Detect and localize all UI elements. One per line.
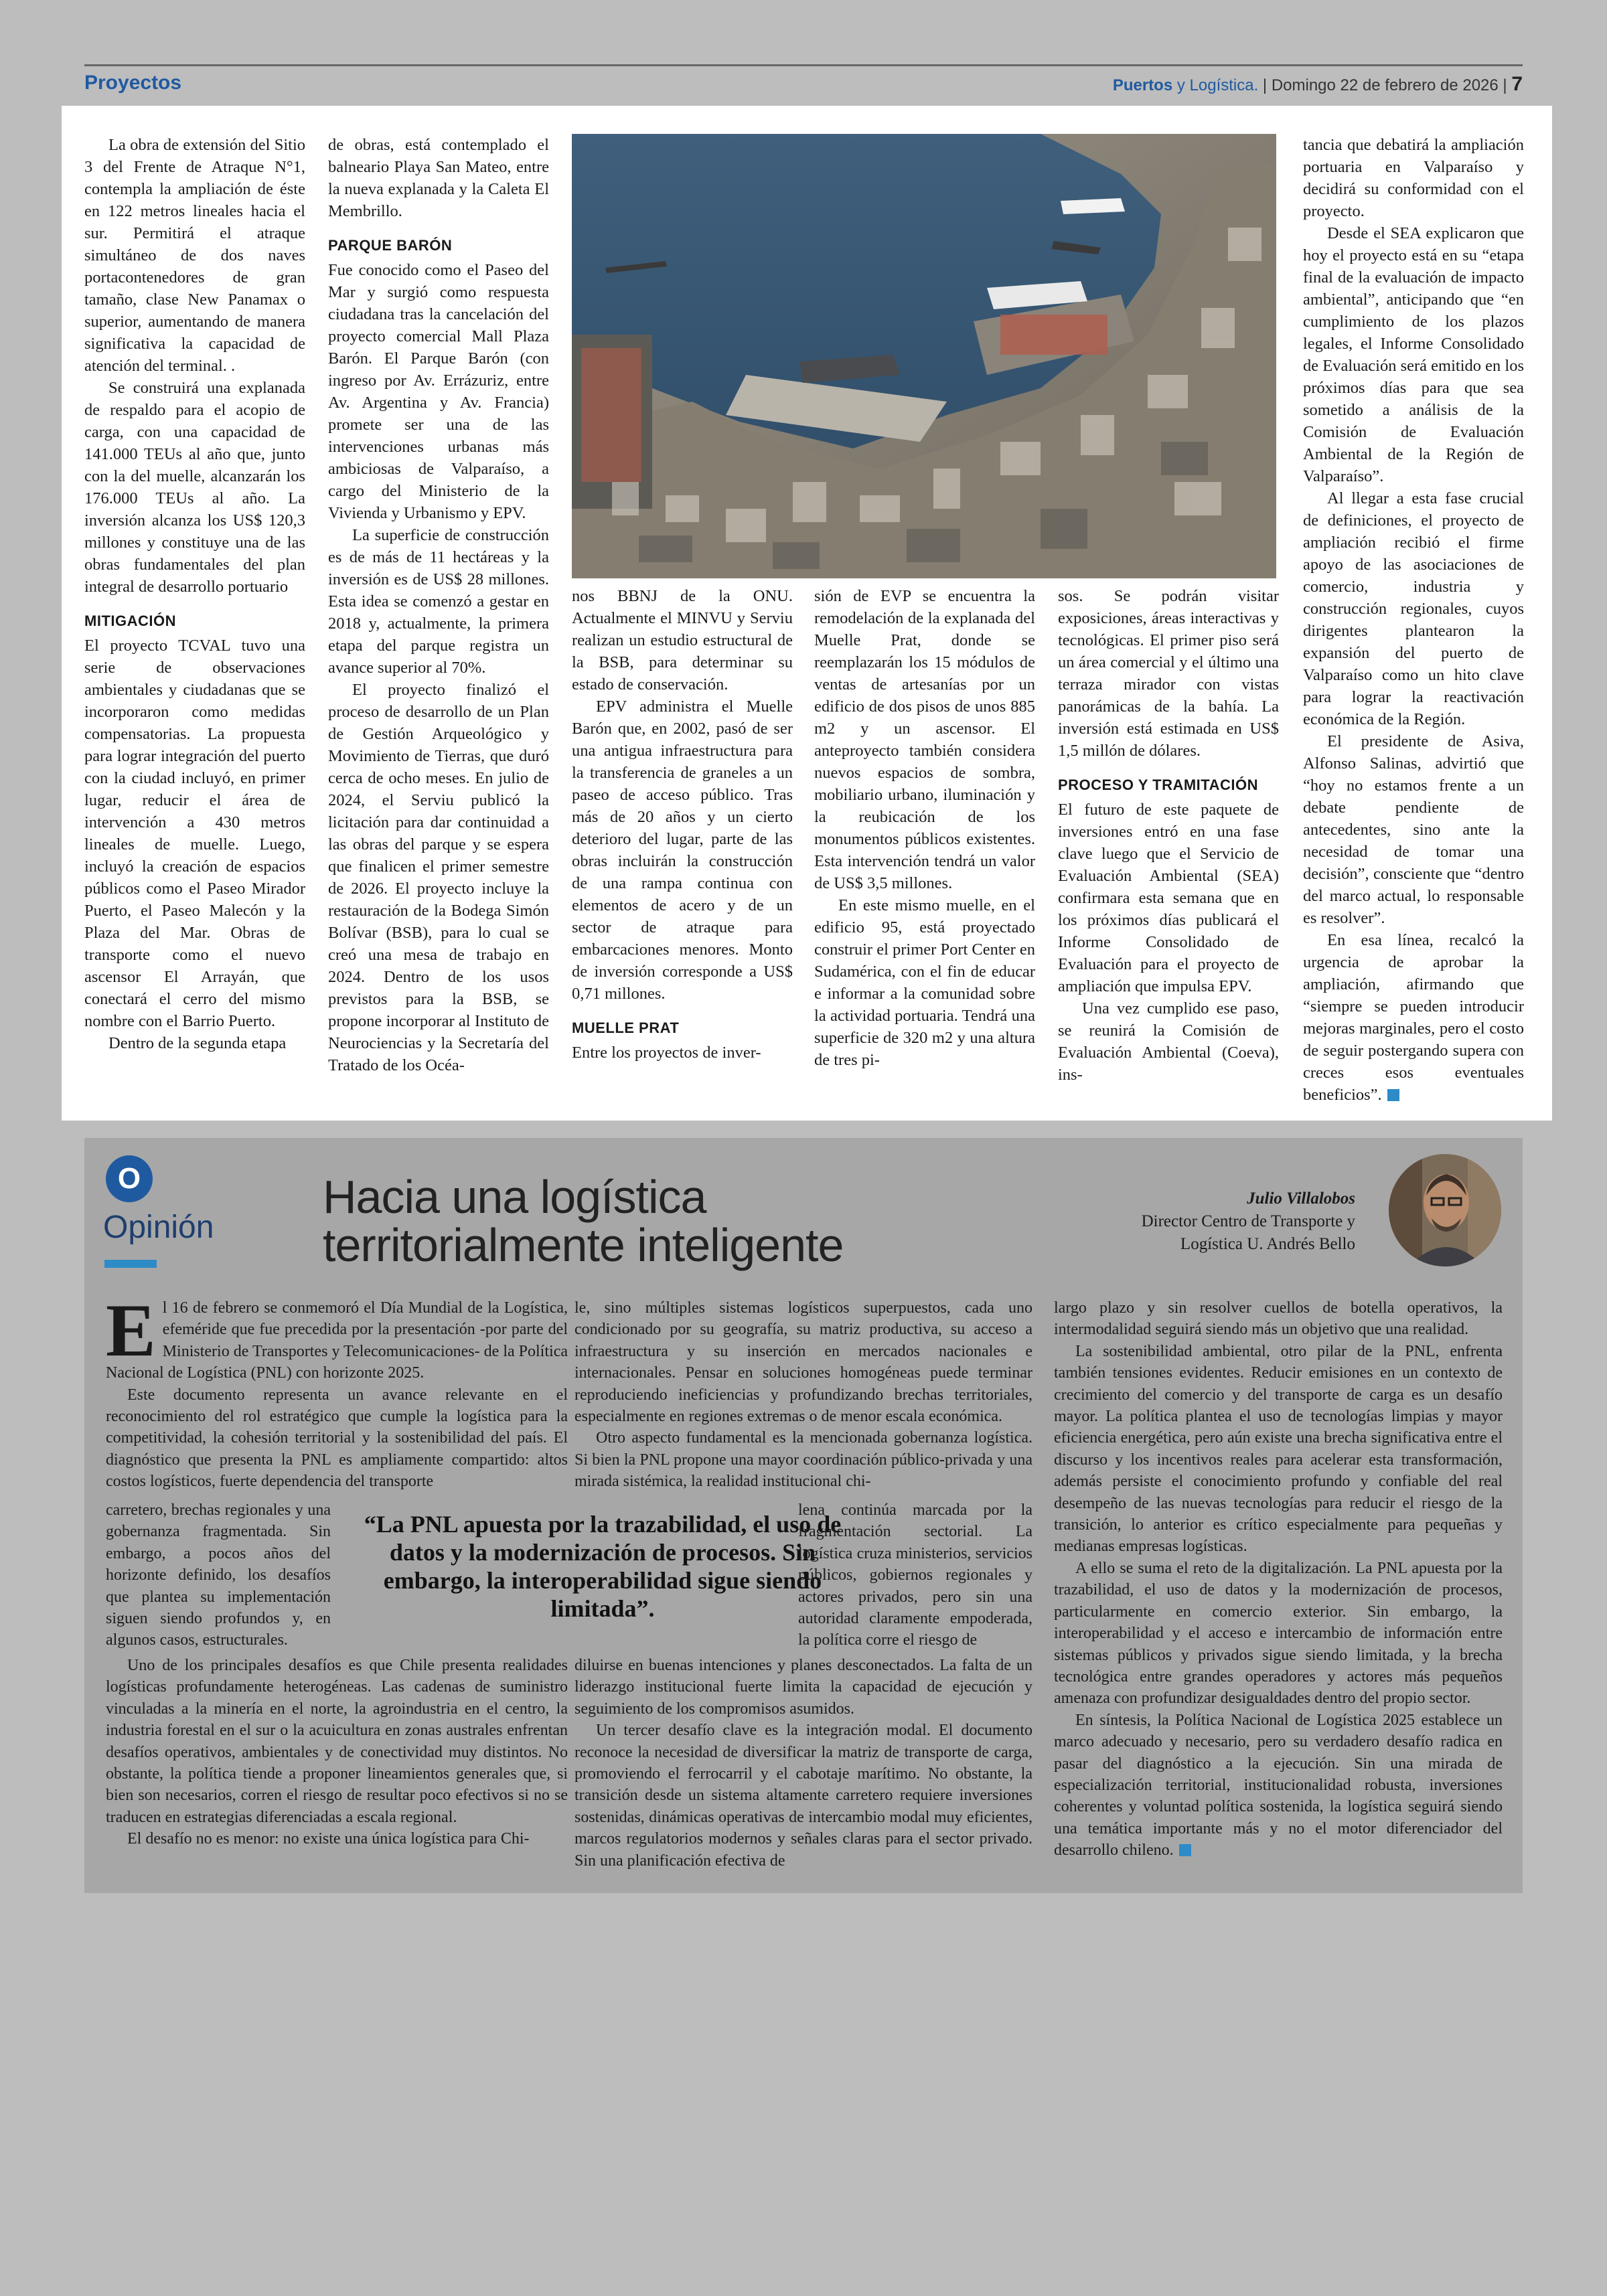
paragraph: [106, 1289, 568, 1384]
author-name: Julio Villalobos: [1247, 1190, 1355, 1208]
page-header: [84, 64, 1523, 107]
pull-quote: “La PNL apuesta por la trazabilidad, el uso de datos y la modernización de procesos. Sin embargo, la interoperabilidad sigue siendo limitada”.: [364, 1511, 842, 1622]
header-separator: |: [1258, 76, 1272, 94]
paragraph: le, sino múltiples sistemas logísticos superpuestos, cada uno condicionado por su geografía, su matriz productiva, su acceso a infraestructura y su inserción en mercados nacionales e internacionales. Pensar en soluciones homogéneas puede terminar reproduciendo ineficiencias y profundizando brechas territoriales, especialmente en regiones extremas o de menor escala económica.: [575, 1299, 1032, 1426]
paragraph: Dentro de la segunda etapa: [108, 1034, 287, 1052]
paragraph: diluirse en buenas intenciones y planes desconectados. La falta de un liderazgo institucional fuerte limita la capacidad de ejecución y seguimiento de los compromisos asumidos.: [575, 1657, 1032, 1718]
paragraph: Fue conocido como el Paseo del Mar y surgió como respuesta ciudadana tras la cancelación del proyecto comercial Mall Plaza Barón. El Parque Barón (con ingreso por Av. Errázuriz, entre Av. Argentina y Av. Francia) promete ser una de las intervenciones urbanas más ambiciosas de Valparaíso, a cargo del Ministerio de la Vivienda y Urbanismo y EPV.: [328, 261, 549, 522]
paragraph: sión de EVP se encuentra la remodelación de la explanada del Muelle Prat, donde se reemplazarán los 15 módulos de ventas de artesanías por un edificio de dos pisos de unos 885 m2 y un ascensor. El anteproyecto también considera nuevos espacios de sombra, mobiliario urbano, iluminación y la reubicación de los monumentos públicos existentes. Esta intervención tendrá un valor de US$ 3,5 millones.: [814, 587, 1035, 892]
issue-date: Domingo 22 de febrero de 2026: [1271, 76, 1499, 94]
paragraph: Se construirá una explanada de respaldo para el acopio de carga, con una capacidad de 141.000 TEUs al año que, junto con la del muelle, alcanzarán los 176.000 TEUs al año. La inversión alcanza los US$ 120,3 millones y constituye una de las obras fundamentales del plan integral de desarrollo portuario: [84, 379, 305, 596]
subheading-proceso: PROCESO Y TRAMITACIÓN: [1058, 776, 1258, 793]
paragraph: El proyecto finalizó el proceso de desarrollo de un Plan de Gestión Arqueológico y Movimiento de Tierras, que duró cerca de ocho meses. En julio de 2024, el Serviu publicó la licitación para dar continuidad a las obras del parque y se espera que finalicen el primer semestre de 2026. El proyecto incluye la restauración de la Bodega Simón Bolívar (BSB), para lo cual se creó una mesa de trabajo en 2024. Dentro de los usos previstos para la BSB, se propone incorporar al Instituto de Neurociencias y la Secretaría del Tratado de los Océa-: [328, 681, 549, 1074]
author-role: Director Centro de Transporte y: [1141, 1212, 1355, 1230]
paragraph: [1054, 1710, 1503, 1862]
article-column-6: [1303, 134, 1524, 1106]
opinion-label: Opinión: [103, 1210, 214, 1245]
opinion-column-2-cont: [575, 1655, 1032, 1872]
square-end-mark-icon: [1179, 1844, 1191, 1856]
opinion-title: Hacia una logística territorialmente inteligente: [323, 1171, 844, 1271]
paragraph: Un tercer desafío clave es la integración modal. El documento reconoce la necesidad de diversificar la matriz de transporte de carga, promoviendo el ferrocarril y el cabotaje marítimo. No obstante, la transición desde un sistema altamente carretero requiere inversiones sostenidas, dinámicas operativas de intercambio modal muy eficientes, marcos regulatorios modernos y señales claras para el sector privado. Sin una planificación efectiva de: [575, 1722, 1032, 1870]
paragraph: sos. Se podrán visitar exposiciones, áreas interactivas y tecnológicas. El primer piso será un área comercial y el último una terraza mirador con vistas panorámicas de la bahía. La inversión está estimada en US$ 1,5 millón de dólares.: [1058, 587, 1279, 760]
paragraph: La superficie de construcción es de más de 11 hectáreas y la inversión es de US$ 28 millones. Esta idea se comenzó a gestar en 2018 y, actualmente, la primera etapa del parque registra un avance superior al 70%.: [328, 526, 549, 677]
opinion-o-logo-icon: O: [106, 1155, 153, 1202]
main-article: [62, 106, 1552, 1121]
paragraph-text: En esa línea, recalcó la urgencia de aprobar la ampliación, afirmando que “siempre se pueden introducir mejoras marginales, pero el costo de seguir postergando supera con creces esos eventuales beneficios”.: [1303, 931, 1524, 1104]
article-column-4: [814, 585, 1035, 1071]
paragraph: Entre los proyectos de inver-: [572, 1044, 761, 1062]
opinion-column-2: [575, 1297, 1032, 1493]
paragraph: tancia que debatirá la ampliación portuaria en Valparaíso y decidirá su conformidad con el proyecto.: [1303, 136, 1524, 220]
page-number: 7: [1511, 73, 1523, 95]
opinion-section: [84, 1138, 1523, 1893]
subheading-parque-baron: PARQUE BARÓN: [328, 237, 453, 254]
paragraph: El proyecto TCVAL tuvo una serie de observaciones ambientales y ciudadanas que se incorporaron como medidas compensatorias. La propuesta para lograr integración del puerto con la ciudad incluyó, en primer lugar, reducir el área de intervención a 430 metros lineales de muelle. Luego, incluyó la creación de espacios públicos como el Paseo Mirador Puerto, el Paseo Malecón y la Plaza del Mar. Obras de transporte como el nuevo ascensor El Arrayán, que conectará el cerro del mismo nombre con el Barrio Puerto.: [84, 637, 305, 1030]
opinion-column-1: [106, 1289, 568, 1493]
paragraph: El desafío no es menor: no existe una única logística para Chi-: [127, 1830, 530, 1848]
article-column-3: [572, 585, 793, 1064]
paragraph: de obras, está contemplado el balneario Playa San Mateo, entre la nueva explanada y la Caleta El Membrillo.: [328, 136, 549, 220]
paragraph: La obra de extensión del Sitio 3 del Frente de Atraque N°1, contempla la ampliación de éste en 122 metros lineales hacia el sur. Permitirá el atraque simultáneo de dos naves portacontenedores de gran tamaño, clase New Panamax o superior, aumentando de manera significativa la capacidad de atención del terminal. .: [84, 136, 305, 375]
article-column-5: [1058, 585, 1279, 1086]
author-avatar: [1389, 1154, 1501, 1266]
author-byline: [1142, 1187, 1355, 1256]
subheading-mitigacion: MITIGACIÓN: [84, 612, 176, 629]
opinion-column-3: [1054, 1297, 1503, 1862]
opinion-column-1-cont: [106, 1655, 568, 1850]
page-separator: |: [1498, 76, 1512, 94]
drop-cap: E: [106, 1289, 156, 1372]
paragraph: largo plazo y sin resolver cuellos de botella operativos, la intermodalidad seguirá siendo más un objetivo que una realidad.: [1054, 1299, 1503, 1339]
article-column-2: [328, 134, 549, 1076]
paragraph: La sostenibilidad ambiental, otro pilar de la PNL, enfrenta también tensiones evidentes. Reducir emisiones en un contexto de crecimiento del comercio y del transporte de carga es un desafío mayor. La política plantea el uso de tecnologías limpias y mayor eficiencia energética, pero aún existe una brecha significativa entre el discurso y los incentivos reales para acelerar esta transformación, además persiste el conocimiento profundo y confiable del real desempeño de las nuevas tecnologías para reducir el riesgo de la transición, lo anterior es crítico especialmente para pequeñas y medianas empresas logísticas.: [1054, 1342, 1503, 1556]
paragraph: Una vez cumplido ese paso, se reunirá la Comisión de Evaluación Ambiental (Coeva), ins-: [1058, 999, 1279, 1084]
opinion-column-2-wrap: [798, 1499, 1032, 1651]
paragraph-text: l 16 de febrero se conmemoró el Día Mundial de la Logística, efeméride que fue precedida por la presentación -por parte del Ministerio de Transportes y Telecomunicaciones- de la Política Nacional de Logística (PNL) con horizonte 2025.: [106, 1299, 568, 1382]
paragraph: A ello se suma el reto de la digitalización. La PNL apuesta por la trazabilidad, el uso de datos y la modernización de procesos, particularmente en comercio exterior. Sin embargo, la interoperabilidad y el acceso e intercambio de información entre sistemas públicos y privados sigue siendo limitada, y la brecha tecnológica entre grandes operadores y actores más pequeños amenaza con profundizar desigualdades dentro del propio sector.: [1054, 1559, 1503, 1708]
paragraph: Uno de los principales desafíos es que Chile presenta realidades logísticas profundamente heterogéneas. Las cadenas de suministro vinculadas a la minería en el norte, la agroindustria en el centro, la industria forestal en el sur o la acuicultura en zonas australes enfrentan desafíos operativos, ambientales y de conectividad muy distintos. No obstante, la política tiende a proponer lineamientos generales que, si bien son necesarios, corren el riesgo de resultar poco efectivos si no se traducen en estrategias diferenciadas a escala regional.: [106, 1657, 568, 1826]
paragraph: El presidente de Asiva, Alfonso Salinas, advirtió que “hoy no estamos frente a un debate pendiente de antecedentes, sino ante la necesidad de tomar una decisión”, consciente que “dentro del marco actual, lo responsable es resolver”.: [1303, 732, 1524, 927]
brand-name-rest: y Logística.: [1172, 76, 1259, 94]
paragraph: El futuro de este paquete de inversiones entró en una fase clave luego que el Servicio de Evaluación Ambiental (SEA) confirmara esta semana que en los próximos días publicará el Informe Consolidado de Evaluación para el proyecto de ampliación que impulsa EPV.: [1058, 801, 1279, 995]
paragraph: Al llegar a esta fase crucial de definiciones, el proyecto de ampliación recibió el firme apoyo de las asociaciones de comercio, industria y construcción regionales, cuyos dirigentes plantearon la expansión del puerto de Valparaíso como un hito clave para lograr la reactivación económica de la Región.: [1303, 489, 1524, 728]
article-column-1: [84, 134, 305, 1054]
paragraph-text: En síntesis, la Política Nacional de Logística 2025 establece un marco adecuado y necesario, pero su verdadero desafío radica en pasar del diagnóstico a la ejecución. Sin una mirada de especialización territorial, institucionalidad robusta, inversiones coherentes y voluntad política sostenida, la logística seguirá siendo una temática importante más y no el motor diferenciador del desarrollo chileno.: [1054, 1711, 1503, 1860]
paragraph: EPV administra el Muelle Barón que, en 2002, pasó de ser una antigua infraestructura para la transferencia de graneles a un paseo de acceso público. Tras más de 20 años y un cierto deterioro del lugar, parte de las obras incluirán la construcción de una rampa continua con elementos de acero y de un sector de atraque para embarcaciones menores. Monto de inversión corresponde a US$ 0,71 millones.: [572, 698, 793, 1003]
paragraph: carretero, brechas regionales y una gobernanza fragmentada. Sin embargo, a pocos años del horizonte definido, los desafíos que plantea su implementación siguen siendo profundos y, en algunos casos, estructurales.: [106, 1501, 331, 1649]
section-name: Proyectos: [84, 72, 182, 94]
port-aerial-illustration: [572, 134, 1276, 578]
author-role: Logística U. Andrés Bello: [1180, 1235, 1355, 1253]
paragraph: nos BBNJ de la ONU. Actualmente el MINVU y Serviu realizan un estudio estructural de la BSB, para determinar su estado de conservación.: [572, 587, 793, 693]
paragraph: Otro aspecto fundamental es la mencionada gobernanza logística. Si bien la PNL propone una mayor coordinación público-privada y una mirada sistémica, la realidad institucional chi-: [575, 1429, 1032, 1491]
paragraph: En este mismo muelle, en el edificio 95, está proyectado construir el primer Port Center en Sudamérica, con el fin de educar e informar a la comunidad sobre la actividad portuaria. Tendrá una superficie de 320 m2 y una altura de tres pi-: [814, 896, 1035, 1069]
accent-bar: [104, 1260, 157, 1268]
masthead-info: [1113, 73, 1523, 96]
subheading-muelle-prat: MUELLE PRAT: [572, 1019, 680, 1036]
paragraph: Desde el SEA explicaron que hoy el proyecto está en su “etapa final de la evaluación de impacto ambiental”, anticipando que “en cumplimiento de los plazos legales, el Informe Consolidado de Evaluación será emitido en los próximos días para que sea sometido a análisis de la Comisión de Evaluación Ambiental de la Región de Valparaíso”.: [1303, 224, 1524, 485]
port-aerial-photo: [572, 134, 1276, 578]
brand-name: Puertos: [1112, 76, 1173, 94]
paragraph: Este documento representa un avance relevante en el reconocimiento del rol estratégico que cumple la logística para la competitividad, la cohesión territorial y la sostenibilidad del país. El diagnóstico que presenta la PNL es ampliamente compartido: altos costos logísticos, fuerte dependencia del transporte: [106, 1386, 568, 1491]
paragraph: lena continúa marcada por la fragmentación sectorial. La logística cruza ministerios, servicios públicos, gobiernos regionales y actores privados, pero sin una autoridad claramente empoderada, la política corre el riesgo de: [798, 1501, 1032, 1649]
author-portrait: [1389, 1154, 1501, 1266]
square-end-mark-icon: [1387, 1089, 1399, 1101]
paragraph: [1303, 929, 1524, 1106]
opinion-column-1-wrap: [106, 1499, 331, 1651]
